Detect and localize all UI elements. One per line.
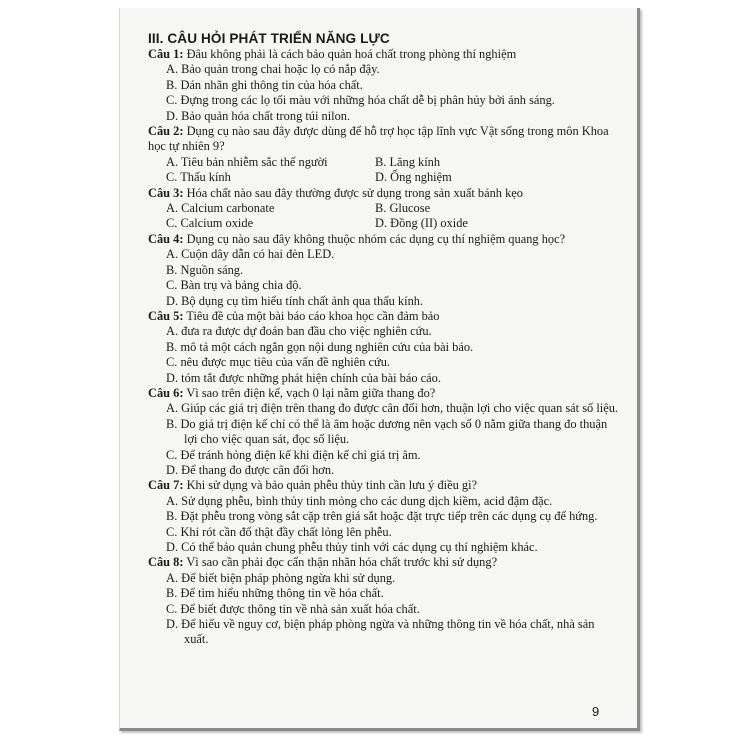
question-text: Dụng cụ nào sau đây không thuộc nhóm các dụng cụ thí nghiệm quang học? — [183, 231, 566, 246]
option-row — [148, 170, 618, 185]
option-2a: A. Tiêu bản nhiễm sắc thể người — [166, 154, 328, 169]
option-4b: B. Nguồn sáng. — [166, 262, 244, 277]
option-7b: B. Đặt phễu trong vòng sắt cặp trên giá sắt hoặc đặt trực tiếp trên các dụng cụ để hứng. — [166, 509, 598, 524]
option-1d: D. Bảo quản hóa chất trong túi nilon. — [166, 108, 351, 123]
option-2b: B. Lăng kính — [375, 154, 441, 169]
option-6b: B. Do giá trị điện kế chỉ có thể là âm hoặc dương nên vạch số 0 nằm giữa thang đo thuận lợi cho việc quan sát, đọc số liệu. — [166, 416, 608, 447]
question-5 — [148, 309, 618, 324]
option-8b: B. Để tìm hiểu những thông tin về hóa chất. — [166, 586, 384, 601]
question-text: Hóa chất nào sau đây thường được sử dụng trong sản xuất bánh kẹo — [183, 185, 523, 200]
option-row — [148, 201, 618, 216]
option-3c: C. Calcium oxide — [166, 216, 254, 231]
option-row — [148, 216, 618, 231]
page-content — [148, 30, 618, 648]
question-1 — [148, 47, 618, 62]
option-8a: A. Để biết biện pháp phòng ngừa khi sử dụng. — [166, 570, 396, 585]
option-5c: C. nêu được mục tiêu của vấn đề nghiên cứu. — [166, 355, 391, 370]
question-2 — [148, 124, 618, 155]
option-5d: D. tóm tắt được những phát hiện chính của bài báo cáo. — [166, 370, 441, 385]
option-1b: B. Dán nhãn ghi thông tin của hóa chất. — [166, 77, 363, 92]
option-row — [148, 155, 618, 170]
option-5b: B. mô tả một cách ngắn gọn nội dung nghiên cứu của bài báo. — [166, 339, 474, 354]
question-label: Câu 7: — [148, 478, 184, 493]
option-3d: D. Đồng (II) oxide — [375, 216, 468, 231]
question-text: Vì sao trên điện kế, vạch 0 lại nằm giữa thang đo? — [183, 385, 436, 400]
option-4c: C. Bàn trụ và bảng chia độ. — [166, 278, 302, 293]
option-3b: B. Glucose — [375, 201, 431, 216]
question-text: Khi sử dụng và bảo quản phễu thủy tinh cần lưu ý điều gì? — [183, 478, 478, 493]
option-8d: D. Để hiểu về nguy cơ, biện pháp phòng ngừa và những thông tin về hóa chất, nhà sản xuất. — [166, 617, 595, 647]
option-2c: C. Thấu kính — [166, 170, 231, 185]
question-label: Câu 1: — [148, 47, 184, 61]
section-title: III. CÂU HỎI PHÁT TRIỂN NĂNG LỰC — [148, 31, 390, 46]
option-4a: A. Cuộn dây dẫn có hai đèn LED. — [166, 247, 335, 262]
question-label: Câu 5: — [148, 308, 184, 323]
option-3a: A. Calcium carbonate — [166, 201, 275, 216]
option-7c: C. Khi rót cần đổ thật đầy chất lỏng lên phễu. — [166, 524, 392, 539]
question-7 — [148, 478, 618, 493]
page-number: 9 — [592, 704, 600, 719]
option-6a: A. Giúp các giá trị điện trên thang đo được cân đối hơn, thuận lợi cho việc quan sát số liệu. — [166, 401, 619, 416]
question-text: Tiêu đề của một bài báo cáo khoa học cần đảm bảo — [183, 308, 440, 323]
question-text: Đâu không phải là cách bảo quản hoá chất trong phòng thí nghiệm — [183, 47, 517, 61]
option-2d: D. Ống nghiệm — [375, 170, 452, 185]
option-1a: A. Bảo quản trong chai hoặc lọ có nắp đậy. — [166, 62, 380, 77]
question-label: Câu 2: — [148, 124, 184, 139]
option-7d: D. Có thể bảo quản chung phễu thủy tinh với các dụng cụ thí nghiệm khác. — [166, 540, 538, 554]
option-4d: D. Bộ dụng cụ tìm hiểu tính chất ảnh qua thấu kính. — [166, 293, 424, 308]
question-label: Câu 6: — [148, 385, 184, 400]
question-6 — [148, 386, 618, 401]
question-label: Câu 3: — [148, 185, 184, 200]
question-text: Dụng cụ nào sau đây được dùng để hỗ trợ học tập lĩnh vực Vật sống trong môn Khoa học tự nhiên 9? — [148, 124, 609, 154]
option-8c: C. Để biết được thông tin về nhà sản xuất hóa chất. — [166, 601, 420, 616]
option-1c: C. Đựng trong các lọ tối màu với những hóa chất dễ bị phân hủy bởi ánh sáng. — [166, 93, 555, 108]
option-5a: A. đưa ra được dự đoán ban đầu cho việc nghiên cứu. — [166, 324, 432, 339]
question-4 — [148, 232, 618, 247]
question-label: Câu 8: — [148, 555, 184, 570]
question-label: Câu 4: — [148, 231, 184, 246]
question-3 — [148, 186, 618, 201]
question-text: Vì sao cần phải đọc cẩn thận nhãn hóa chất trước khi sử dụng? — [183, 555, 498, 570]
option-7a: A. Sử dụng phễu, bình thủy tinh mỏng cho các dung dịch kiềm, acid đậm đặc. — [166, 493, 553, 508]
option-6c: C. Để tránh hỏng điện kế khi điện kế chỉ giá trị âm. — [166, 447, 421, 462]
question-8 — [148, 555, 618, 570]
option-6d: D. Để thang đo được cân đối hơn. — [166, 462, 335, 477]
